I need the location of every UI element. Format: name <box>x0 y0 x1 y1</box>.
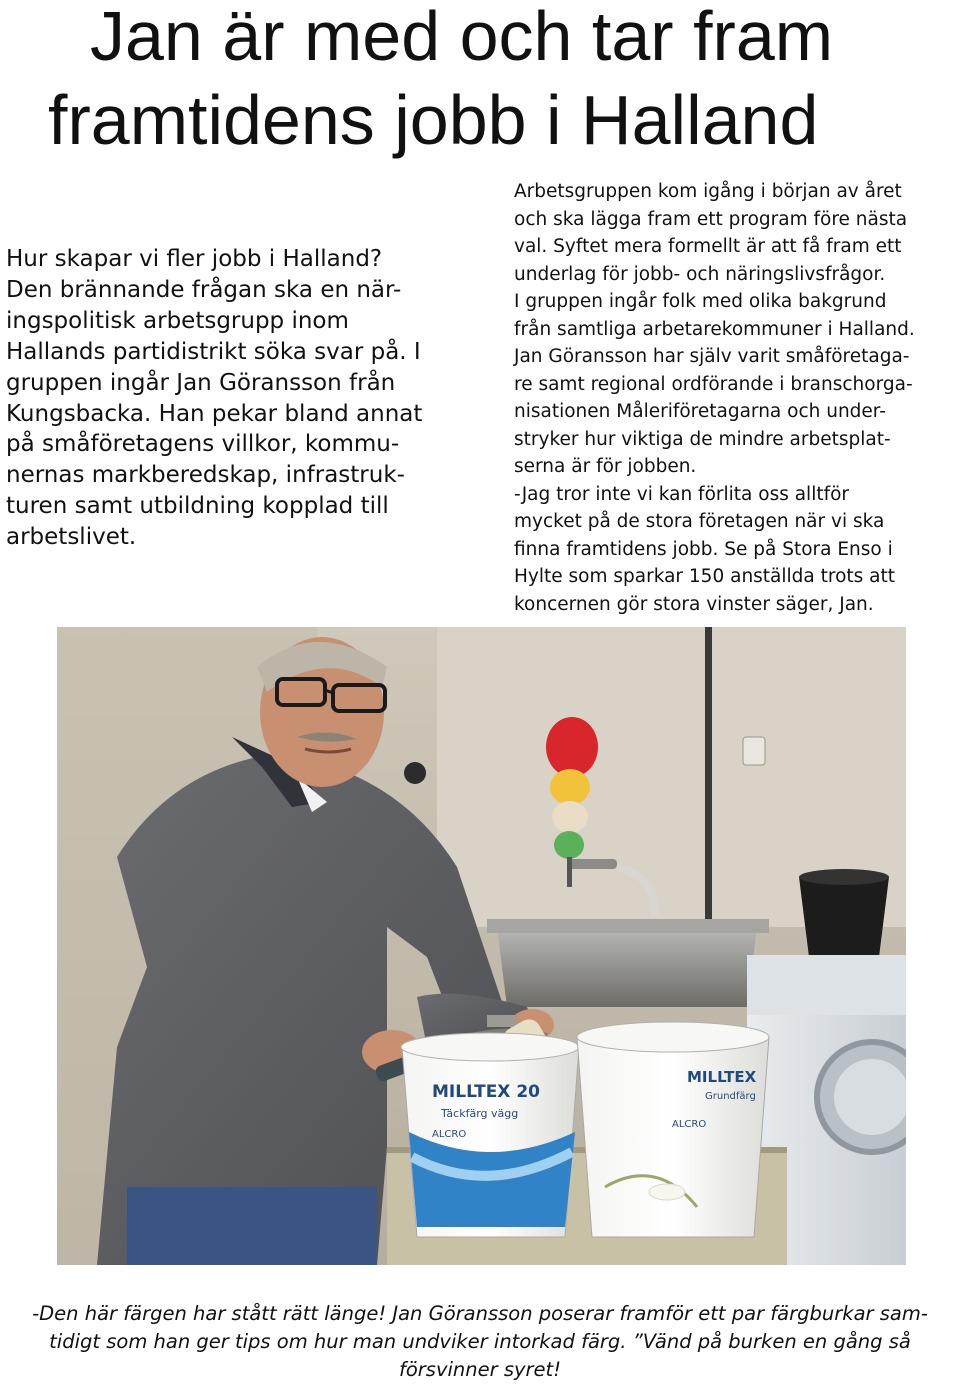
body-line: och ska lägga fram ett program före nästa <box>514 208 908 230</box>
body-line: re samt regional ordförande i branschorga- <box>514 373 913 395</box>
lead-line: Hur skapar vi fler jobb i Halland? <box>6 246 383 272</box>
body-line: Jan Göransson har själv varit småföretaga- <box>514 346 910 367</box>
caption-line: försvinner syret! <box>398 1358 562 1381</box>
body-line: serna är för jobben. <box>514 456 697 477</box>
body-line: stryker hur viktiga de mindre arbetsplat- <box>514 428 891 450</box>
body-column <box>514 178 958 618</box>
bucket-right-subtitle: Grundfärg <box>705 1091 756 1102</box>
bucket-right-brand: MILLTEX <box>687 1068 757 1086</box>
lead-line: Hallands partidistrikt söka svar på. I <box>6 338 421 365</box>
lead-paragraph <box>6 244 466 553</box>
bucket-left-brand: MILLTEX 20 <box>432 1082 540 1102</box>
lead-line: gruppen ingår Jan Göransson från <box>6 369 396 396</box>
lead-line: arbetslivet. <box>6 524 137 551</box>
headline-line-2: framtidens jobb i Halland <box>48 81 819 159</box>
caption-line: -Den här färgen har stått rätt länge! Jan Göransson poserar framför ett par färgburkar sam- <box>32 1302 928 1325</box>
body-line: Hylte som sparkar 150 anställda trots att <box>514 566 896 587</box>
body-line: I gruppen ingår folk med olika bakgrund <box>514 291 887 312</box>
body-line: val. Syftet mera formellt är att få fram ett <box>514 236 902 257</box>
lead-line: Den brännande frågan ska en när- <box>6 276 402 303</box>
article-photo <box>57 627 906 1265</box>
photo-caption <box>0 1300 960 1384</box>
bucket-right-maker: ALCRO <box>672 1119 707 1130</box>
body-line: koncernen gör stora vinster säger, Jan. <box>514 593 874 615</box>
lead-line: nernas markberedskap, infrastruk- <box>6 462 405 489</box>
body-line: mycket på de stora företagen när vi ska <box>514 511 885 532</box>
lead-line: på småföretagens villkor, kommu- <box>6 431 400 458</box>
caption-line: tidigt som han ger tips om hur man undviker intorkad färg. ”Vänd på burken en gång så <box>49 1330 911 1353</box>
lead-line: Kungsbacka. Han pekar bland annat <box>6 400 423 427</box>
body-line: från samtliga arbetarekommuner i Halland. <box>514 318 915 340</box>
bucket-left-subtitle: Täckfärg vägg <box>441 1107 519 1120</box>
body-line: -Jag tror inte vi kan förlita oss alltför <box>514 483 850 505</box>
body-line: finna framtidens jobb. Se på Stora Enso i <box>514 538 893 560</box>
lead-line: ingspolitisk arbetsgrupp inom <box>6 307 349 334</box>
bucket-left-maker: ALCRO <box>432 1129 467 1140</box>
body-line: underlag för jobb- och näringslivsfrågor. <box>514 263 886 285</box>
lead-line: turen samt utbildning kopplad till <box>6 493 389 520</box>
body-line: Arbetsgruppen kom igång i början av året <box>514 181 902 202</box>
body-line: nisationen Måleriföretagarna och under- <box>514 401 886 422</box>
headline-line-1: Jan är med och tar fram <box>90 0 834 75</box>
